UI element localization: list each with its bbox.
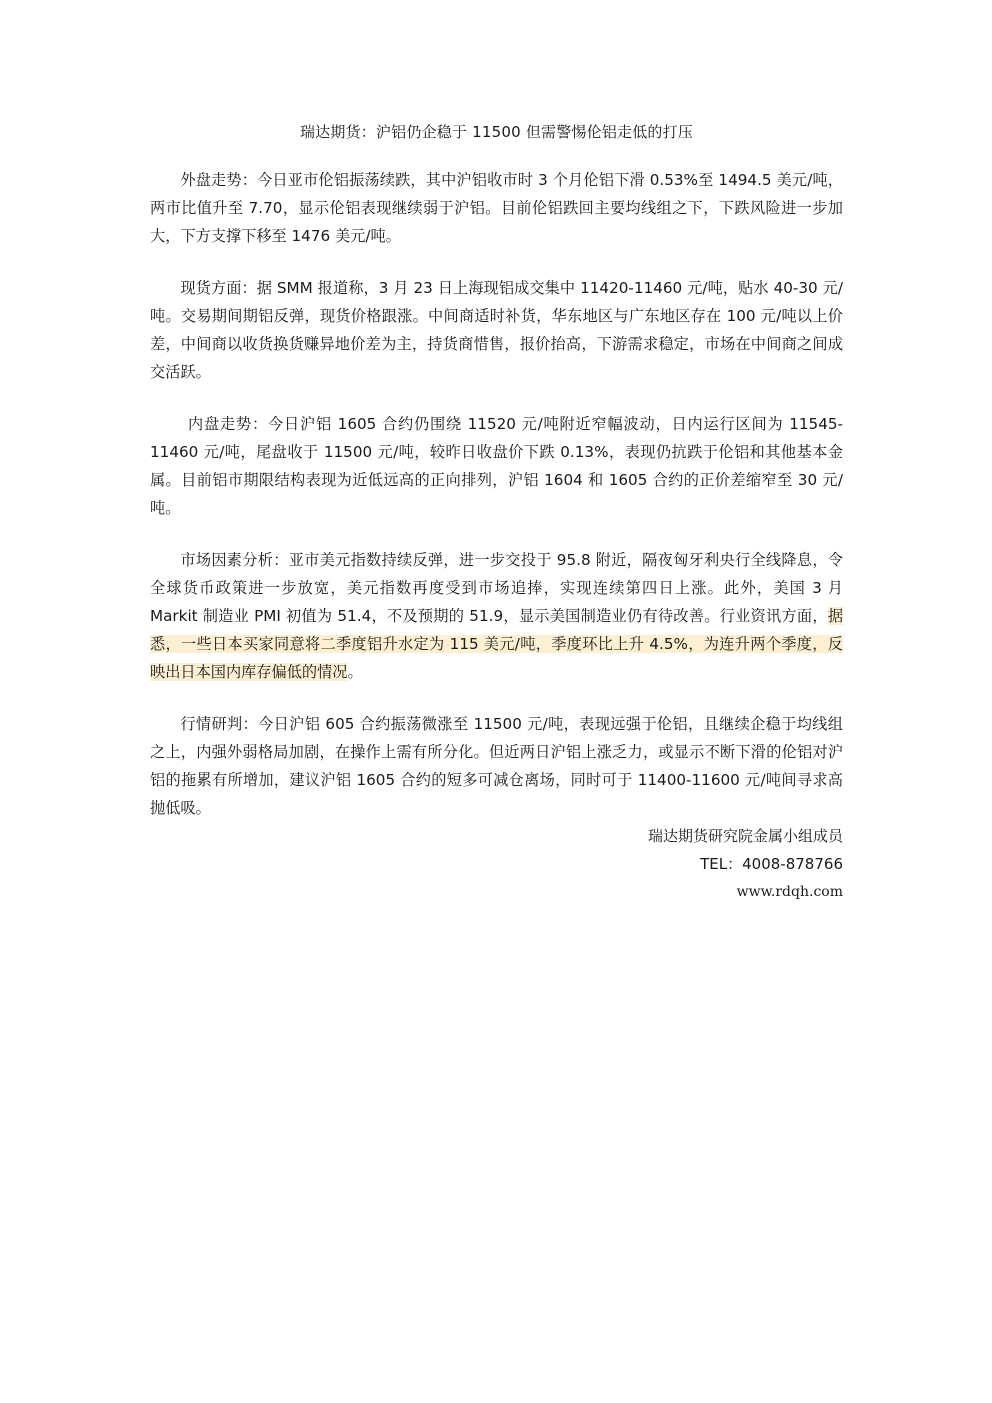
paragraph-domestic-market: 内盘走势：今日沪铝 1605 合约仍围绕 11520 元/吨附近窄幅波动，日内运行区间为 11545-11460 元/吨，尾盘收于 11500 元/吨，较昨日收盘价下跌 0.13%，表现仍抗跌于伦铝和其他基本金属。目前铝市期限结构表现为近低远高的正向排列，沪铝 1604 和 1605 合约的正价差缩窄至 30 元/吨。 xyxy=(150,415,843,517)
paragraph-external-market: 外盘走势：今日亚市伦铝振荡续跌，其中沪铝收市时 3 个月伦铝下滑 0.53%至 1494.5 美元/吨，两市比值升至 7.70，显示伦铝表现继续弱于沪铝。目前伦铝跌回主要均线组之下，下跌风险进一步加大，下方支撑下移至 1476 美元/吨。 xyxy=(150,171,843,245)
document-title: 瑞达期货：沪铝仍企稳于 11500 但需警惕伦铝走低的打压 xyxy=(299,123,694,141)
paragraph-market-factors xyxy=(150,546,843,686)
paragraph-spot-market: 现货方面：据 SMM 报道称，3 月 23 日上海现铝成交集中 11420-11460 元/吨，贴水 40-30 元/吨。交易期间期铝反弹，现货价格跟涨。中间商适时补货，华东地区与广东地区存在 100 元/吨以上价差，中间商以收货换货赚异地价差为主，持货商惜售，报价抬高，下游需求稳定，市场在中间商之间成交活跃。 xyxy=(150,279,843,381)
paragraph-outlook: 行情研判：今日沪铝 605 合约振荡微涨至 11500 元/吨，表现远强于伦铝，且继续企稳于均线组之上，内强外弱格局加剧，在操作上需有所分化。但近两日沪铝上涨乏力，或显示不断下滑的伦铝对沪铝的拖累有所增加，建议沪铝 1605 合约的短多可减仓离场，同时可于 11400-11600 元/吨间寻求高抛低吸。 xyxy=(150,715,843,817)
factors-text-before: 市场因素分析：亚市美元指数持续反弹，进一步交投于 95.8 附近，隔夜匈牙利央行全线降息，令全球货币政策进一步放宽，美元指数再度受到市场追捧，实现连续第四日上涨。此外，美国 3 月 Markit 制造业 PMI 初值为 51.4，不及预期的 51.9，显示美国制造业仍有待改善。行业资讯方面， xyxy=(150,551,843,625)
signature-url[interactable]: www.rdqh.com xyxy=(736,884,843,900)
factors-text-after: 。 xyxy=(347,663,363,681)
factors-highlighted-text: 据悉，一些日本买家同意将二季度铝升水定为 115 美元/吨，季度环比上升 4.5%，为连升两个季度，反映出日本国内库存偏低的情况 xyxy=(150,607,843,681)
signature-tel: TEL：4008-878766 xyxy=(700,855,843,873)
document-page xyxy=(150,118,843,906)
signature-org: 瑞达期货研究院金属小组成员 xyxy=(647,827,843,845)
